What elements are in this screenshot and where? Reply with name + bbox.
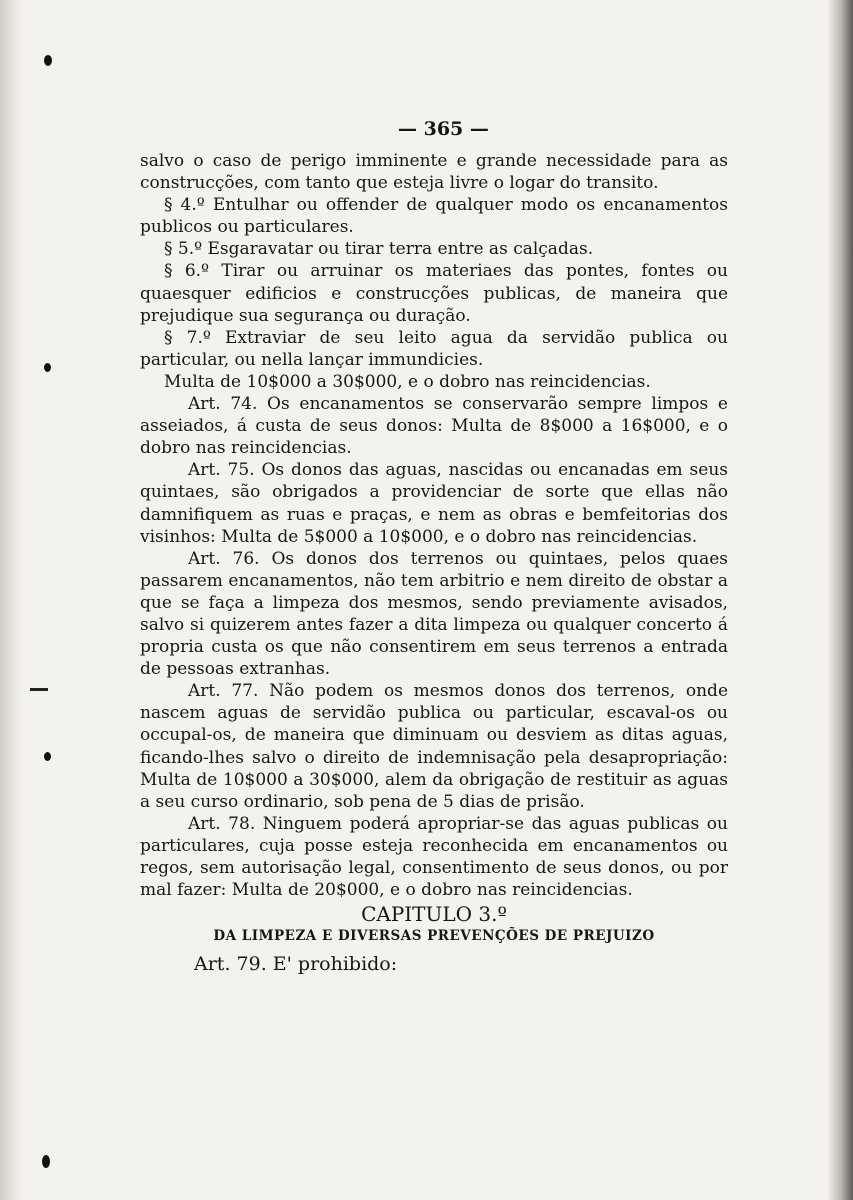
- binding-hole-dot: [44, 55, 52, 66]
- page-gutter-shadow: [0, 0, 22, 1200]
- margin-mark: [30, 688, 48, 691]
- article-77: Art. 77. Não podem os mesmos donos dos terrenos, onde nascem aguas de servidão publica ou particular, escaval-os ou occupal-os, de maneira que diminuam ou desviem as ditas aguas, ficando-lhes salvo o direito de indemnisação pela desapropriação: Multa de 10$000 a 30$000, alem da obrigação de restituir as aguas a seu curso ordinario, sob pena de 5 dias de prisão.: [140, 681, 728, 812]
- paragraph: § 6.º Tirar ou arruinar os materiaes das pontes, fontes ou quaesquer edificios e construcções publicas, de maneira que prejudique sua segurança ou duração.: [140, 261, 728, 326]
- body-text: [140, 150, 728, 975]
- penalty-line: Multa de 10$000 a 30$000, e o dobro nas reincidencias.: [164, 371, 651, 392]
- article-75: Art. 75. Os donos das aguas, nascidas ou encanadas em seus quintaes, são obrigados a providenciar de sorte que ellas não damnifiquem as ruas e praças, e nem as obras e bemfeitorias dos visinhos: Multa de 5$000 a 10$000, e o dobro nas reincidencias.: [140, 460, 728, 547]
- article-74: Art. 74. Os encanamentos se conservarão sempre limpos e asseiados, á custa de seus donos: Multa de 8$000 a 16$000, e o dobro nas reincidencias.: [140, 394, 728, 459]
- paragraph: § 7.º Extraviar de seu leito agua da servidão publica ou particular, ou nella lançar immundicies.: [140, 327, 728, 370]
- binding-hole-dot: [42, 1155, 50, 1168]
- paragraph: salvo o caso de perigo imminente e grande necessidade para as construcções, com tanto que esteja livre o logar do transito.: [140, 151, 728, 194]
- article-76: Art. 76. Os donos dos terrenos ou quintaes, pelos quaes passarem encanamentos, não tem arbitrio e nem direito de obstar a que se faça a limpeza dos mesmos, sendo previamente avisados, salvo si quizerem antes fazer a dita limpeza ou qualquer concerto á propria custa os que não consentirem em seus terrenos a entrada de pessoas extranhas.: [140, 548, 728, 680]
- paragraph: § 5.º Esgaravatar ou tirar terra entre as calçadas.: [164, 239, 594, 260]
- binding-hole-dot: [44, 363, 51, 372]
- chapter-title: CAPITULO 3.º: [361, 902, 507, 927]
- article-78: Art. 78. Ninguem poderá apropriar-se das aguas publicas ou particulares, cuja posse esteja reconhecida em encanamentos ou regos, sem autorisação legal, consentimento de seus donos, ou por mal fazer: Multa de 20$000, e o dobro nas reincidencias.: [140, 813, 728, 901]
- page-edge-shadow: [827, 0, 853, 1200]
- chapter-subtitle: DA LIMPEZA E DIVERSAS PREVENÇÕES DE PREJUIZO: [213, 928, 655, 945]
- article-79: Art. 79. E' prohibido:: [194, 953, 398, 976]
- paragraph: § 4.º Entulhar ou offender de qualquer modo os encanamentos publicos ou particulares.: [140, 195, 728, 238]
- page-number: — 365 —: [398, 118, 489, 140]
- binding-hole-dot: [44, 752, 51, 761]
